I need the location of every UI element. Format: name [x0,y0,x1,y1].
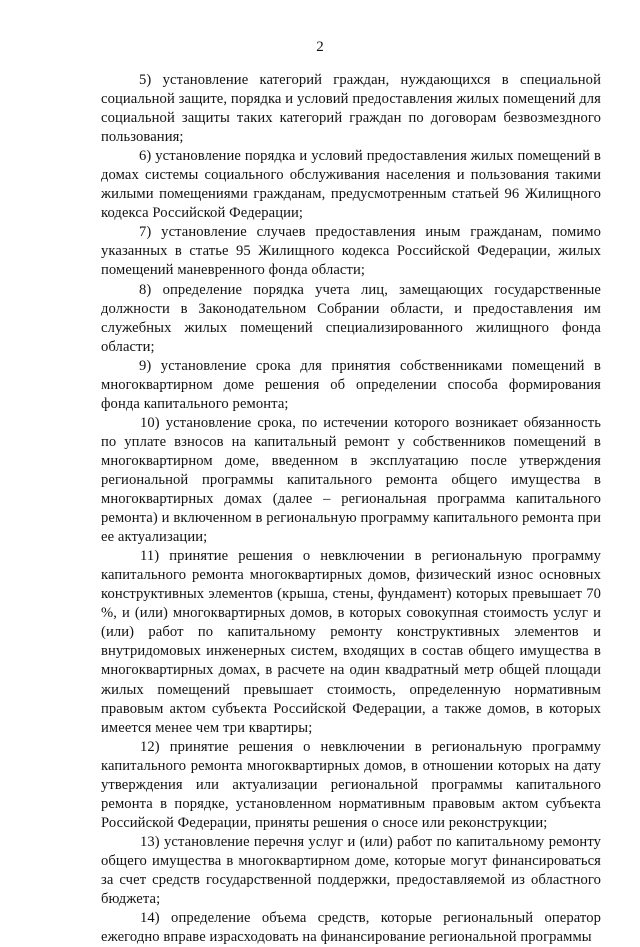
paragraph-item-13: 13) установление перечня услуг и (или) работ по капитальному ремонту общего имущества в многоквартирном доме, которые могут финансироваться за счет средств государственной поддержки, предоставляемой из областного бюджета; [101,833,601,908]
paragraph-item-14: 14) определение объема средств, которые региональный оператор ежегодно вправе израсходовать на финансирование региональной программы [101,910,601,946]
paragraph-item-11: 11) принятие решения о невключении в региональную программу капитального ремонта многоквартирных домов, физический износ основных конструктивных элементов (крыша, стены, фундамент) которых превышает 70 %, и (или) многоквартирных домов, в которых совокупная стоимость услуг и (или) работ по капитальному ремонту конструктивных элементов и внутридомовых инженерных систем, входящих в состав общего имущества в многоквартирных домах, в расчете на один квадратный метр общей площади жилых помещений превышает стоимость, определенную нормативным правовым актом субъекта Российской Федерации, а также домов, в которых имеется менее чем три квартиры; [101,548,601,736]
paragraph-item-9: 9) установление срока для принятия собственниками помещений в многоквартирном доме решения об определении способа формирования фонда капитального ремонта; [101,357,601,412]
paragraph-item-8: 8) определение порядка учета лиц, замещающих государственные должности в Законодательном Собрании области, и предоставления им служебных жилых помещений специализированного жилищного фонда области; [101,281,601,355]
paragraph-item-10: 10) установление срока, по истечении которого возникает обязанность по уплате взносов на капитальный ремонт у собственников помещений в многоквартирном доме, введенном в эксплуатацию после утверждения региональной программы капитального ремонта общего имущества в многоквартирных домах (далее – региональная программа капитального ремонта) и включенном в региональную программу капитального ремонта при ее актуализации; [101,414,601,546]
paragraph-item-6: 6) установление порядка и условий предоставления жилых помещений в домах системы социального обслуживания населения и пользования такими жилыми помещениями гражданам, предусмотренным статьей 96 Жилищного кодекса Российской Федерации; [101,148,601,222]
paragraph-item-7: 7) установление случаев предоставления иным гражданам, помимо указанных в статье 95 Жилищного кодекса Российской Федерации, жилых помещений маневренного фонда области; [101,224,601,279]
paragraph-item-12: 12) принятие решения о невключении в региональную программу капитального ремонта многоквартирных домов, в отношении которых на дату утверждения или актуализации региональной программы капитального ремонта в порядке, установленном нормативным правовым актом субъекта Российской Федерации, приняты решения о сносе или реконструкции; [101,738,601,831]
paragraph-item-5: 5) установление категорий граждан, нуждающихся в специальной социальной защите, порядка и условий предоставления жилых помещений для социальной защиты таких категорий граждан по договорам безвозмездного пользования; [101,72,601,146]
page-number: 2 [316,39,324,55]
document-body [101,71,601,947]
